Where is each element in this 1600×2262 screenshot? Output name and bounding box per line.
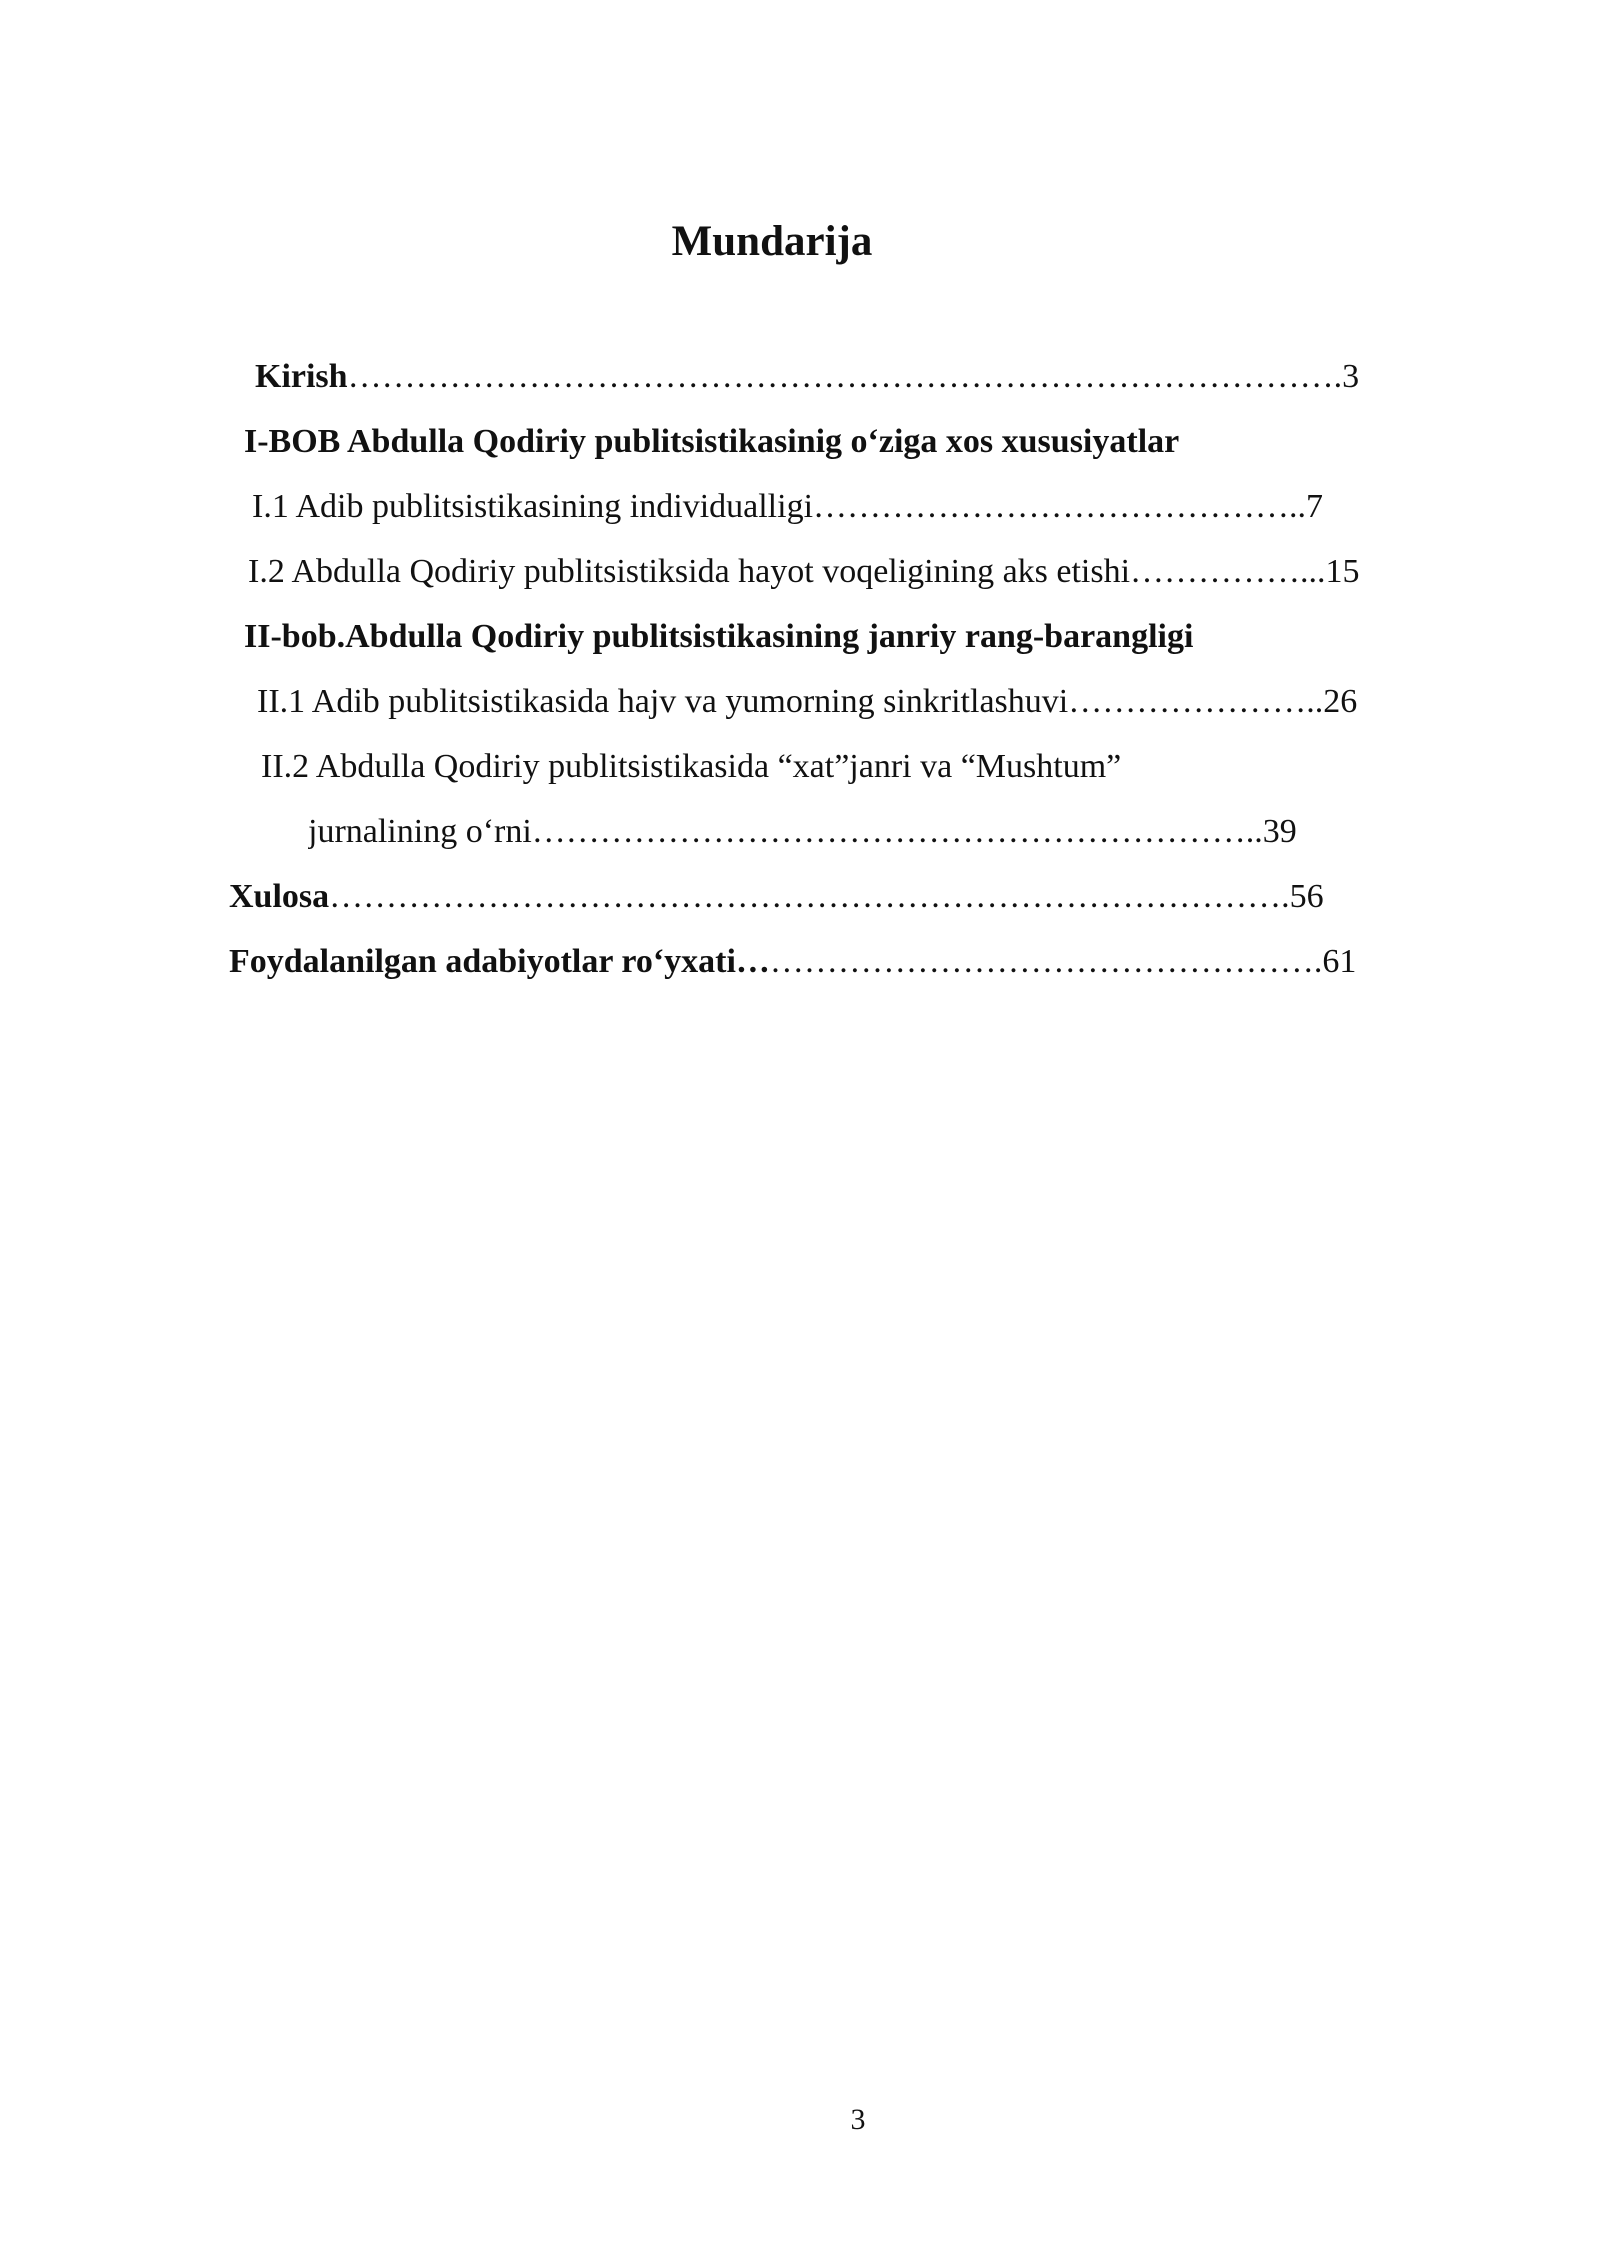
- page-title: Mundarija: [671, 218, 873, 265]
- toc-entry-label: Xulosa: [229, 878, 330, 915]
- page-number: 3: [850, 2103, 866, 2136]
- toc-entry-adabiyotlar: [229, 938, 1489, 986]
- toc-section-1-2: I.2 Abdulla Qodiriy publitsistiksida hayot voqeligining aks etishi……………...15: [248, 553, 1360, 590]
- toc-section-2-2-continued: jurnalining o‘rni………………………………………………………..39: [308, 813, 1297, 850]
- toc-leader: ………………………………………….61: [769, 943, 1357, 980]
- toc-entry-label: Kirish: [255, 358, 348, 395]
- toc-section-2-1: II.1 Adib publitsistikasida hajv va yumorning sinkritlashuvi…………………..26: [257, 683, 1358, 720]
- toc-leader: …………………………………………………………………………….3: [347, 358, 1360, 395]
- toc-chapter-2: II-bob.Abdulla Qodiriy publitsistikasining janriy rang-barangligi: [244, 618, 1194, 655]
- toc-section-1-1: I.1 Adib publitsistikasining individualligi……………………………………..7: [252, 488, 1324, 525]
- toc-entry-kirish: [255, 353, 1475, 401]
- toc-chapter-1: I-BOB Abdulla Qodiriy publitsistikasinig o‘ziga xos xususiyatlar: [244, 423, 1180, 460]
- toc-leader: ………………………………………………………………………….56: [329, 878, 1324, 915]
- toc-entry-xulosa: [229, 873, 1489, 921]
- toc-section-2-2: II.2 Abdulla Qodiriy publitsistikasida “xat”janri va “Mushtum”: [261, 748, 1122, 785]
- toc-entry-label: Foydalanilgan adabiyotlar ro‘yxati…: [229, 943, 770, 980]
